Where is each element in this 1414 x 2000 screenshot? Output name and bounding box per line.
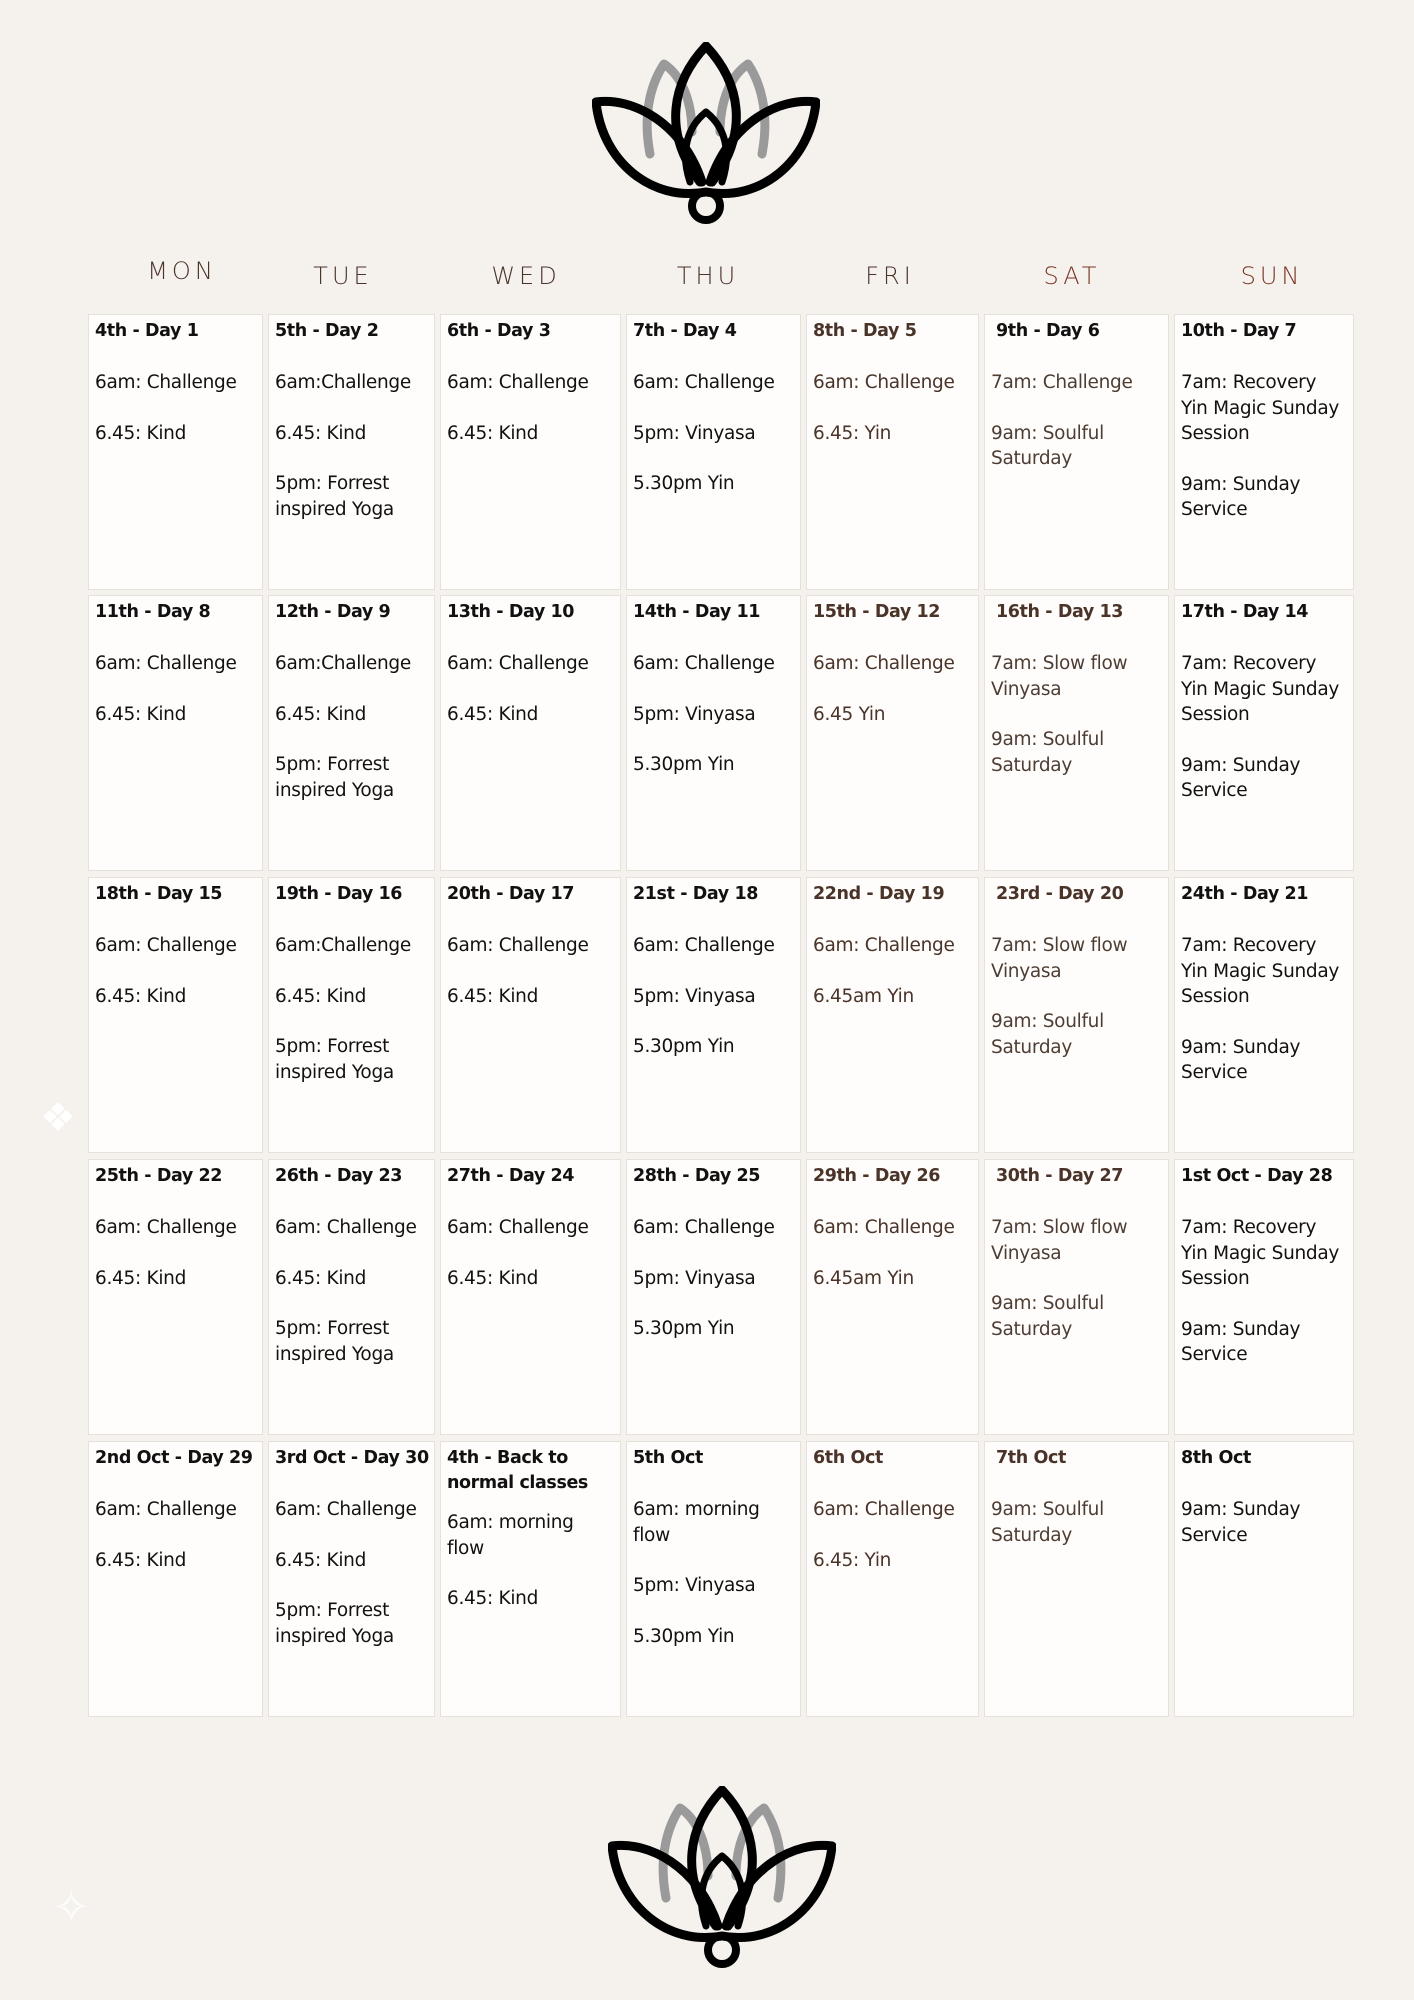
class-entry: 5pm: Vinyasa xyxy=(633,1575,756,1596)
class-entry: 5pm: Vinyasa xyxy=(633,703,756,725)
cell-heading: 25th - Day 22 xyxy=(95,1166,223,1186)
day-cell xyxy=(268,877,435,1153)
cell-heading: 3rd Oct - Day 30 xyxy=(275,1448,429,1468)
cell-heading: 10th - Day 7 xyxy=(1181,321,1297,341)
cell-heading: 18th - Day 15 xyxy=(95,884,223,904)
cell-heading: 15th - Day 12 xyxy=(813,602,941,622)
class-entry: 9am: Soulful Saturday xyxy=(991,1499,1104,1546)
day-cell xyxy=(806,1159,979,1435)
cell-heading: 29th - Day 26 xyxy=(813,1166,941,1186)
class-entry: 7am: Challenge xyxy=(991,372,1133,393)
day-cell xyxy=(268,314,435,590)
day-cell xyxy=(440,314,621,590)
class-entry: 6am: Challenge xyxy=(633,372,775,393)
cell-heading: 4th - Back to normal classes xyxy=(447,1448,588,1493)
day-cell xyxy=(626,877,801,1153)
class-entry: 6am: Challenge xyxy=(447,1217,589,1238)
cell-heading: 19th - Day 16 xyxy=(275,884,403,904)
class-entry: 7am: Recovery Yin Magic Sunday Session xyxy=(1181,935,1340,1007)
day-cell xyxy=(626,314,801,590)
class-entry: 6am: Challenge xyxy=(813,372,955,393)
day-cell xyxy=(440,1159,621,1435)
day-cell xyxy=(268,595,435,871)
day-cell xyxy=(440,877,621,1153)
class-entry: 7am: Recovery Yin Magic Sunday Session xyxy=(1181,372,1340,444)
class-entry: 6.45: Kind xyxy=(95,985,187,1007)
cell-heading: 11th - Day 8 xyxy=(95,602,211,622)
cell-heading: 23rd - Day 20 xyxy=(996,884,1124,904)
cell-heading: 26th - Day 23 xyxy=(275,1166,403,1186)
class-entry: 6.45: Kind xyxy=(447,422,539,444)
class-entry: 6.45: Kind xyxy=(275,985,367,1007)
cell-heading: 4th - Day 1 xyxy=(95,321,199,341)
class-entry: 5pm: Vinyasa xyxy=(633,1267,756,1289)
day-cell xyxy=(440,595,621,871)
cell-heading: 14th - Day 11 xyxy=(633,602,761,622)
day-header-mon: MON xyxy=(147,257,217,285)
class-entry: 6am: Challenge xyxy=(813,935,955,956)
class-entry: 6am: Challenge xyxy=(447,372,589,393)
cell-heading: 30th - Day 27 xyxy=(996,1166,1124,1186)
class-entry: 7am: Slow flow Vinyasa xyxy=(991,653,1128,700)
day-cell xyxy=(626,1159,801,1435)
cell-heading: 12th - Day 9 xyxy=(275,602,391,622)
class-entry: 6.45: Kind xyxy=(275,1549,367,1571)
sparkle-icon: ❖ xyxy=(40,1096,76,1140)
cell-heading: 5th - Day 2 xyxy=(275,321,379,341)
class-entry: 9am: Sunday Service xyxy=(1181,1499,1301,1546)
class-entry: 5pm: Vinyasa xyxy=(633,422,756,444)
class-entry: 6.45am Yin xyxy=(813,985,914,1007)
class-entry: 6.45: Yin xyxy=(813,1549,892,1571)
class-entry: 6.45: Kind xyxy=(95,1267,187,1289)
cell-heading: 8th Oct xyxy=(1181,1448,1251,1468)
day-cell xyxy=(984,1159,1169,1435)
class-entry: 9am: Sunday Service xyxy=(1181,1036,1301,1083)
cell-heading: 6th - Day 3 xyxy=(447,321,551,341)
class-entry: 9am: Sunday Service xyxy=(1181,1318,1301,1365)
class-entry: 5pm: Forrest inspired Yoga xyxy=(275,473,394,520)
cell-heading: 13th - Day 10 xyxy=(447,602,575,622)
day-header-tue: TUE xyxy=(313,262,373,290)
class-entry: 7am: Recovery Yin Magic Sunday Session xyxy=(1181,1217,1340,1289)
class-entry: 9am: Sunday Service xyxy=(1181,473,1301,520)
class-entry: 9am: Soulful Saturday xyxy=(991,729,1104,776)
day-header-sat: SAT xyxy=(1043,262,1101,290)
class-entry: 5pm: Forrest inspired Yoga xyxy=(275,1600,394,1647)
day-cell xyxy=(984,1441,1169,1717)
lotus-logo-icon-bottom xyxy=(608,1786,836,1974)
class-entry: 6am: Challenge xyxy=(813,1217,955,1238)
class-entry: 6.45: Kind xyxy=(95,422,187,444)
class-entry: 6am: morning flow xyxy=(447,1512,574,1559)
day-cell xyxy=(88,1159,263,1435)
class-entry: 6am:Challenge xyxy=(275,372,411,393)
cell-heading: 20th - Day 17 xyxy=(447,884,575,904)
day-cell xyxy=(626,1441,801,1717)
class-entry: 6am: Challenge xyxy=(275,1499,417,1520)
class-entry: 5pm: Forrest inspired Yoga xyxy=(275,754,394,801)
class-entry: 6.45: Kind xyxy=(95,703,187,725)
cell-heading: 28th - Day 25 xyxy=(633,1166,761,1186)
class-entry: 6am: morning flow xyxy=(633,1499,760,1546)
day-cell xyxy=(806,595,979,871)
class-entry: 6am: Challenge xyxy=(447,935,589,956)
class-entry: 6.45: Kind xyxy=(275,422,367,444)
day-cell xyxy=(1174,314,1354,590)
cell-heading: 1st Oct - Day 28 xyxy=(1181,1166,1333,1186)
class-entry: 7am: Slow flow Vinyasa xyxy=(991,1217,1128,1264)
class-entry: 6am:Challenge xyxy=(275,935,411,956)
day-cell xyxy=(984,877,1169,1153)
class-entry: 5pm: Vinyasa xyxy=(633,985,756,1007)
day-cell xyxy=(1174,595,1354,871)
day-cell xyxy=(88,595,263,871)
class-entry: 6.45: Kind xyxy=(447,985,539,1007)
day-header-thu: THU xyxy=(676,262,740,290)
day-cell xyxy=(806,877,979,1153)
day-cell xyxy=(806,1441,979,1717)
class-entry: 7am: Recovery Yin Magic Sunday Session xyxy=(1181,653,1340,725)
cell-heading: 17th - Day 14 xyxy=(1181,602,1309,622)
day-header-wed: WED xyxy=(491,262,561,290)
class-entry: 9am: Sunday Service xyxy=(1181,754,1301,801)
class-entry: 9am: Soulful Saturday xyxy=(991,1011,1104,1058)
class-entry: 5pm: Forrest inspired Yoga xyxy=(275,1036,394,1083)
day-cell xyxy=(268,1159,435,1435)
class-entry: 6am: Challenge xyxy=(95,1217,237,1238)
day-header-fri: FRI xyxy=(865,262,915,290)
class-entry: 6am: Challenge xyxy=(275,1217,417,1238)
class-entry: 6.45: Kind xyxy=(275,703,367,725)
day-cell xyxy=(88,1441,263,1717)
day-cell xyxy=(1174,1159,1354,1435)
cell-heading: 7th - Day 4 xyxy=(633,321,737,341)
class-entry: 6.45: Kind xyxy=(447,1588,539,1609)
day-cell xyxy=(984,314,1169,590)
class-entry: 6.45: Kind xyxy=(95,1549,187,1571)
class-entry: 6am: Challenge xyxy=(633,935,775,956)
class-entry: 6am:Challenge xyxy=(275,653,411,674)
class-entry: 9am: Soulful Saturday xyxy=(991,1293,1104,1340)
class-entry: 6.45: Kind xyxy=(447,1267,539,1289)
class-entry: 6am: Challenge xyxy=(447,653,589,674)
cell-heading: 5th Oct xyxy=(633,1448,703,1468)
class-entry: 6.45 Yin xyxy=(813,703,886,725)
class-entry: 6am: Challenge xyxy=(633,653,775,674)
day-cell xyxy=(88,314,263,590)
day-header-sun: SUN xyxy=(1240,262,1304,290)
cell-heading: 9th - Day 6 xyxy=(996,321,1100,341)
class-entry: 6.45: Kind xyxy=(447,703,539,725)
day-cell xyxy=(1174,1441,1354,1717)
class-entry: 6am: Challenge xyxy=(95,935,237,956)
day-cell xyxy=(88,877,263,1153)
day-cell xyxy=(626,595,801,871)
cell-heading: 16th - Day 13 xyxy=(996,602,1124,622)
class-entry: 5pm: Forrest inspired Yoga xyxy=(275,1318,394,1365)
class-entry: 6.45: Kind xyxy=(275,1267,367,1289)
class-entry: 9am: Soulful Saturday xyxy=(991,422,1104,469)
class-entry: 6am: Challenge xyxy=(95,653,237,674)
class-entry: 6am: Challenge xyxy=(813,1499,955,1520)
cell-heading: 2nd Oct - Day 29 xyxy=(95,1448,253,1468)
cell-heading: 24th - Day 21 xyxy=(1181,884,1309,904)
cell-heading: 8th - Day 5 xyxy=(813,321,917,341)
class-entry: 6am: Challenge xyxy=(95,1499,237,1520)
class-entry: 6.45: Yin xyxy=(813,422,892,444)
class-entry: 5.30pm Yin xyxy=(633,1318,735,1339)
cell-heading: 6th Oct xyxy=(813,1448,883,1468)
day-cell xyxy=(268,1441,435,1717)
class-entry: 6am: Challenge xyxy=(813,653,955,674)
class-entry: 5.30pm Yin xyxy=(633,473,735,494)
cell-heading: 27th - Day 24 xyxy=(447,1166,575,1186)
class-entry: 5.30pm Yin xyxy=(633,754,735,775)
day-cell xyxy=(1174,877,1354,1153)
class-entry: 6am: Challenge xyxy=(633,1217,775,1238)
class-entry: 7am: Slow flow Vinyasa xyxy=(991,935,1128,982)
class-entry: 5.30pm Yin xyxy=(633,1625,735,1647)
day-cell xyxy=(984,595,1169,871)
day-cell xyxy=(806,314,979,590)
cell-heading: 21st - Day 18 xyxy=(633,884,759,904)
class-entry: 6.45am Yin xyxy=(813,1267,914,1289)
cell-heading: 7th Oct xyxy=(996,1448,1066,1468)
class-entry: 5.30pm Yin xyxy=(633,1036,735,1057)
lotus-logo-icon xyxy=(592,42,820,230)
cell-heading: 22nd - Day 19 xyxy=(813,884,945,904)
star-icon: ✧ xyxy=(52,1881,91,1933)
class-entry: 6am: Challenge xyxy=(95,372,237,393)
day-cell xyxy=(440,1441,621,1717)
